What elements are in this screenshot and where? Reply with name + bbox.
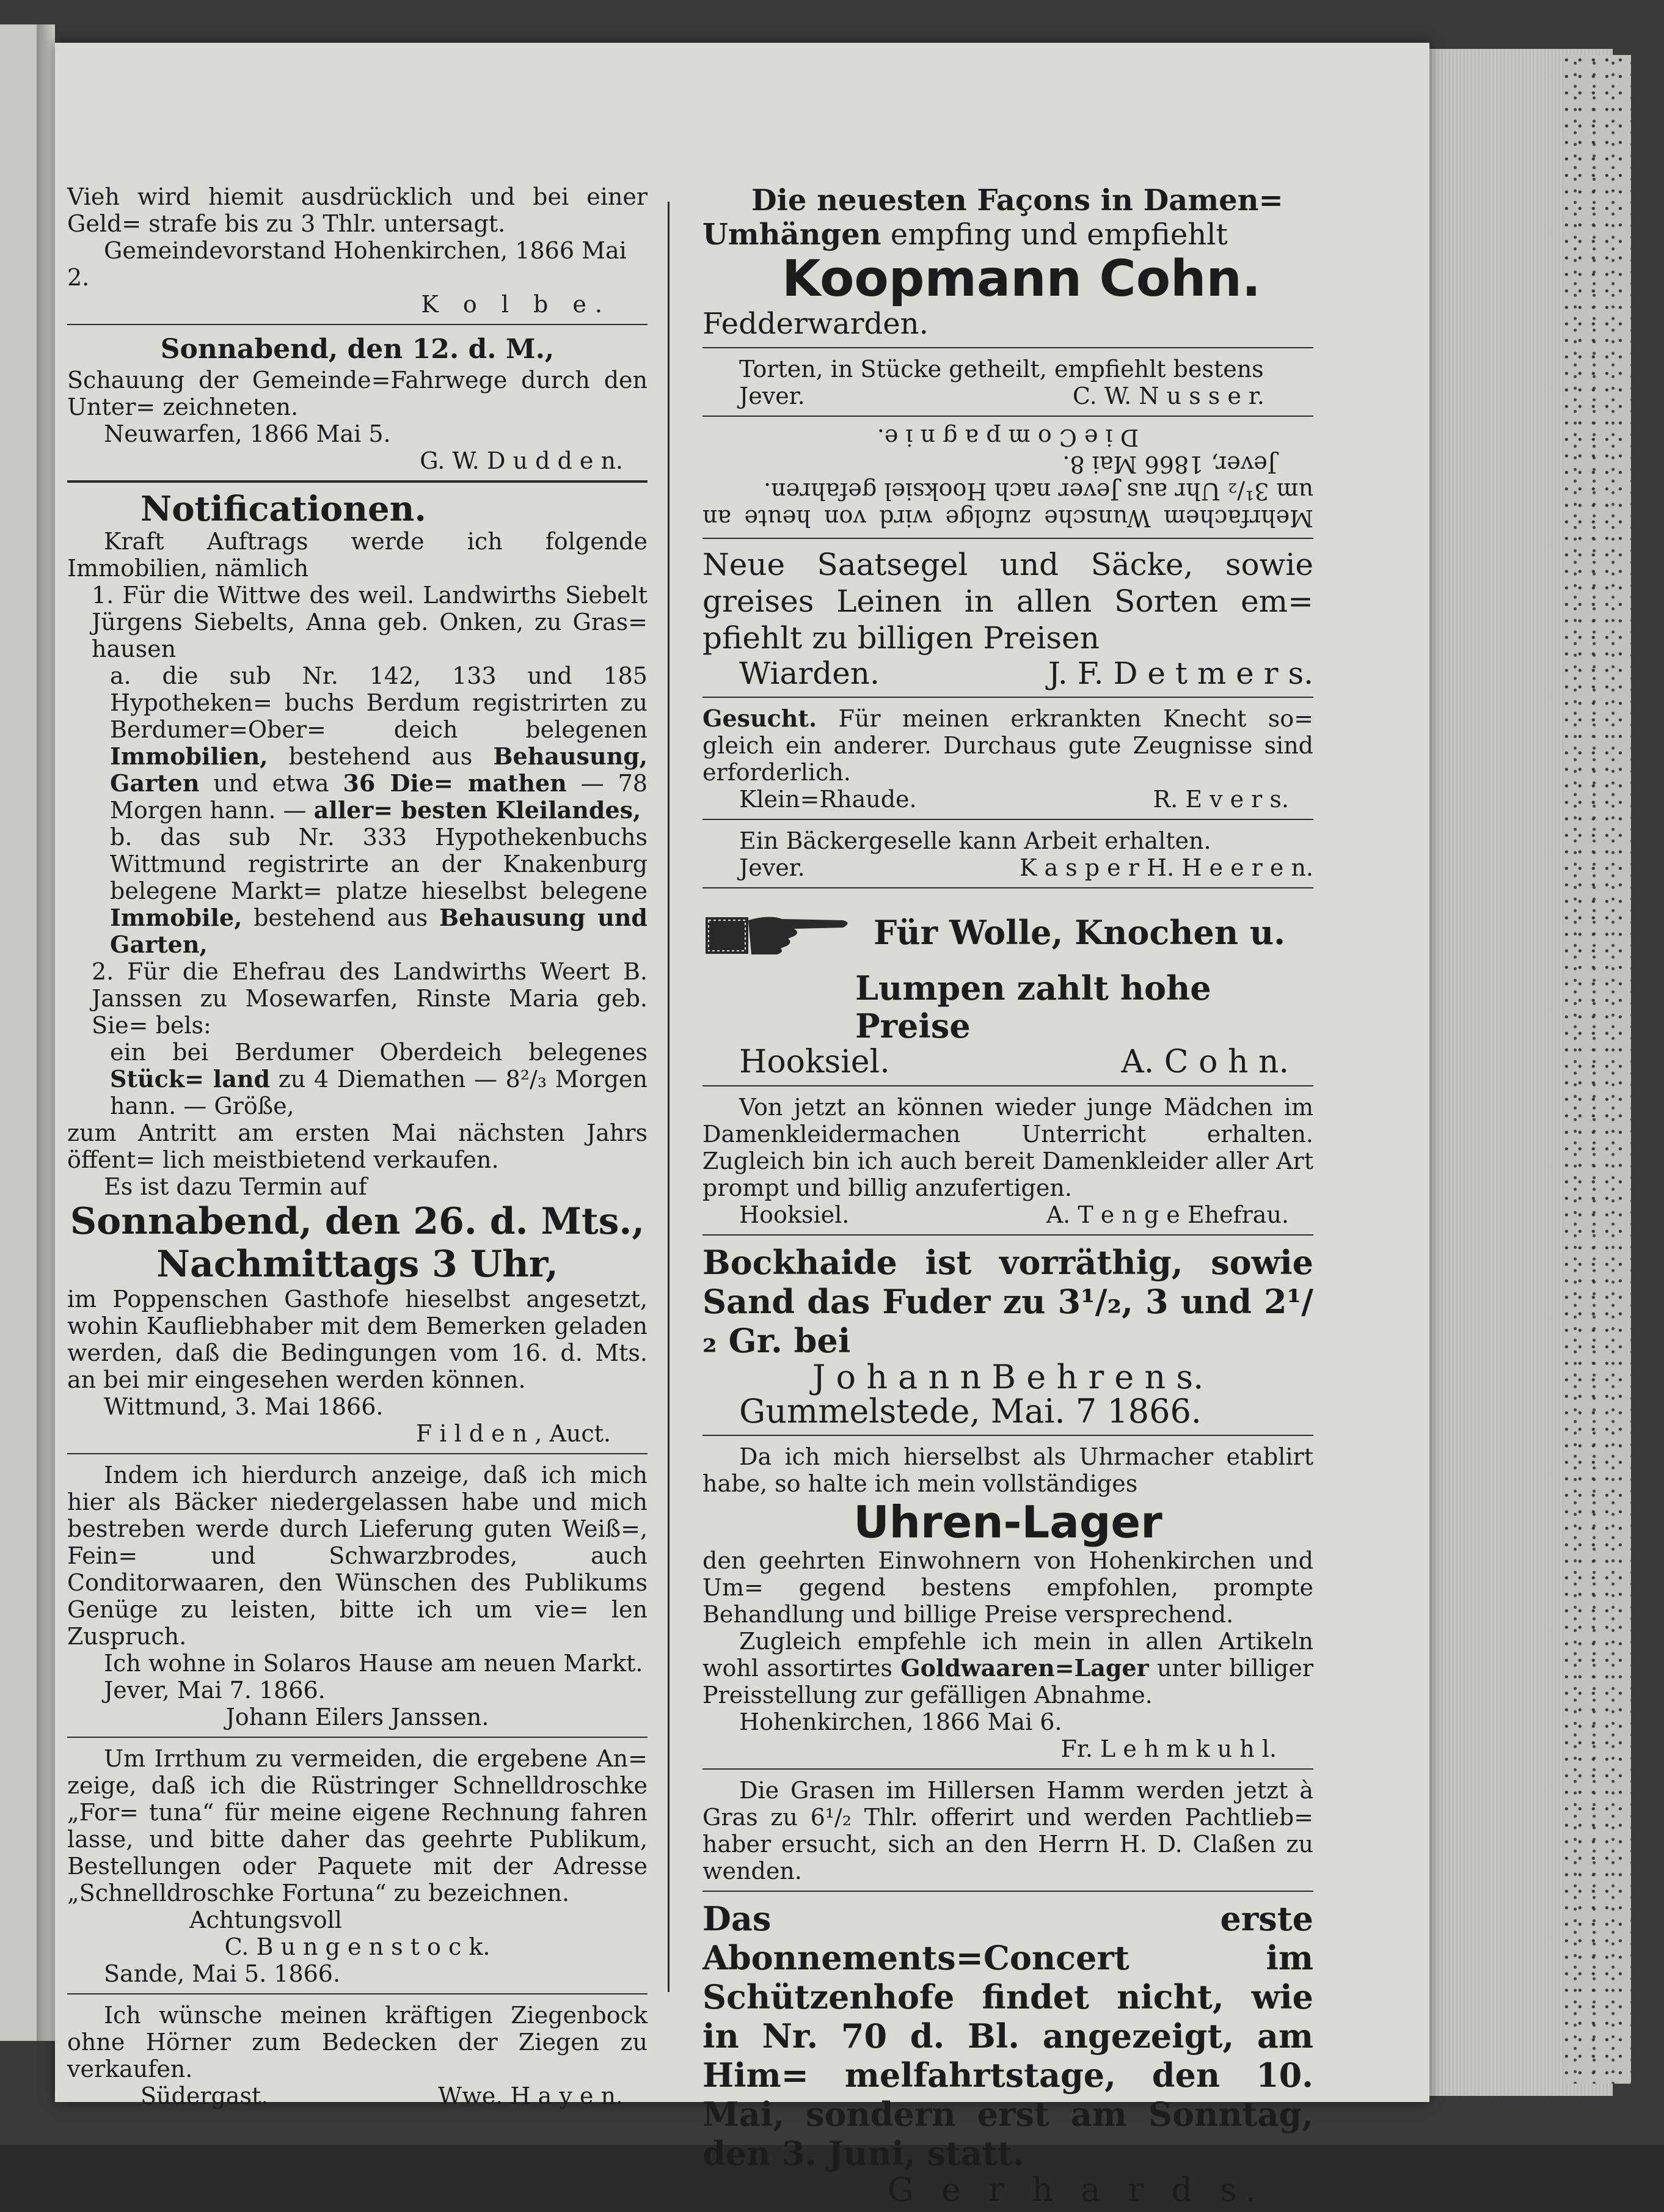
notice-schauung [67, 332, 648, 474]
left-page-edge [0, 24, 37, 2041]
fortuna-signer: C. B u n g e n s t o c k. [224, 1933, 491, 1960]
wolle-place: Hooksiel. [739, 1044, 890, 1080]
notice-place: Neuwarfen, 1866 Mai 5. [104, 420, 391, 447]
book-cover-edge [1564, 55, 1631, 2084]
divider [702, 1891, 1313, 1892]
notif-item-2a [67, 1039, 648, 1119]
notice-text: Schauung der Gemeinde=Fahrwege durch den Unter= zeichneten. [67, 367, 648, 420]
notif-text: zu 4 Diemathen — 8²/₃ Morgen hann. — Größe, [110, 1066, 648, 1119]
divider [67, 480, 648, 483]
grasen-text: Die Grasen im Hillersen Hamm werden jetzt à Gras zu 6¹/₂ Thlr. offerirt und werden Pachtlieb= haber ersucht, sich an den Herrn H. D. Claßen zu wenden. [702, 1777, 1313, 1884]
divider [67, 1453, 648, 1454]
divider [702, 1085, 1313, 1086]
koopmann-place: Fedderwarden. [702, 307, 929, 341]
torten-place: Jever. [739, 383, 805, 409]
divider [702, 416, 1313, 417]
divider [67, 1993, 648, 1994]
baecker-text-2: Ich wohne in Solaros Hause am neuen Markt. [104, 1650, 643, 1677]
notif-bold: aller= besten Kleilandes, [313, 796, 641, 824]
ad-grasen [702, 1777, 1313, 1884]
notif-text: bestehend aus [268, 743, 473, 770]
ad-compagnie-upside-down [702, 424, 1313, 532]
uhren-place: Hohenkirchen, 1866 Mai 6. [739, 1708, 1062, 1735]
column-divider [668, 202, 670, 1992]
ad-bockhaide [702, 1243, 1313, 1429]
uhren-bold: Goldwaaren=Lager [900, 1654, 1149, 1682]
notice-baecker [67, 1462, 648, 1730]
compagnie-text: Mehrfachem Wunsche zufolge wird von heute an um 3¹/₂ Uhr aus Jever nach Hooksiel gefahren. [702, 478, 1313, 532]
ziegenbock-text: Ich wünsche meinen kräftigen Ziegenbock ohne Hörner zum Bedecken der Ziegen zu verkaufen. [67, 2002, 648, 2082]
notif-item-1: 1. Für die Wittwe des weil. Landwirths Siebelt Jürgens Siebelts, Anna geb. Onken, zu Gras= hausen [92, 582, 648, 662]
koopmann-rest: empfing und empfiehlt [881, 218, 1228, 252]
fortuna-place: Sande, Mai 5. 1866. [104, 1960, 341, 1987]
notif-bold: 36 Die= mathen [343, 769, 567, 797]
maedchen-place: Hooksiel. [739, 1201, 850, 1228]
section-title: Notificationen. [140, 489, 426, 529]
koopmann-bold: Umhängen [702, 218, 881, 252]
maedchen-text: Von jetzt an können wieder junge Mädchen im Damenkleidermachen Unterricht erhalten. Zugleich bin ich auch bereit Damenkleider aller Art prompt und billig anzufertigen. [702, 1094, 1313, 1201]
notif-item-1a [67, 662, 648, 824]
compagnie-date: Jever, 1866 Mai 8. [1062, 451, 1277, 478]
ziegenbock-footer [67, 2082, 648, 2109]
right-column [702, 183, 1313, 2212]
concert-text: Das erste Abonnements=Concert im Schützenhofe findet nicht, wie in Nr. 70 d. Bl. angezeigt, am Him= melfahrtstage, den 10. Mai, sondern erst am Sonntag, den 3. Juni, statt. [702, 1899, 1313, 2173]
notif-bold: Stück= land [110, 1065, 271, 1093]
divider [702, 1435, 1313, 1436]
notificationen [67, 490, 648, 1447]
uhren-text: unter billiger Preisstellung zur gefälligen Abnahme. [702, 1655, 1313, 1708]
geselle-place: Jever. [739, 854, 805, 881]
gesucht-place: Klein=Rhaude. [739, 786, 917, 813]
notice-vieh [67, 183, 648, 318]
ad-baeckergeselle [702, 827, 1313, 881]
koopmann-name: Koopmann Cohn. [782, 250, 1261, 308]
notice-signer: K o l b e. [421, 291, 611, 318]
fortuna-greeting: Achtungsvoll [189, 1906, 342, 1933]
notif-text: und etwa [199, 770, 343, 797]
saatsegel-place: Wiarden. [739, 656, 880, 691]
divider [702, 697, 1313, 698]
divider [702, 887, 1313, 888]
uhren-text: Zugleich empfehle ich mein in allen Artikeln wohl assortirtes [702, 1628, 1313, 1682]
ad-concert [702, 1899, 1313, 2207]
notif-bold: Immobilien, [110, 742, 268, 770]
wolle-signer: A. C o h n. [1121, 1044, 1289, 1080]
geselle-text: Ein Bäckergeselle kann Arbeit erhalten. [739, 827, 1211, 854]
ad-koopmann [702, 183, 1313, 341]
compagnie-signer: D i e C o m p a g n i e. [877, 424, 1139, 451]
ad-wolle [702, 896, 1313, 1079]
ad-saatsegel [702, 546, 1313, 690]
ziegenbock-signer: Wwe. H a y e n. [438, 2082, 623, 2109]
ziegenbock-place: Südergast. [140, 2082, 269, 2109]
notif-text: bestehend aus [242, 904, 439, 931]
koopmann-line-1: Die neuesten Façons in Damen= [751, 183, 1283, 218]
geselle-footer [702, 854, 1313, 881]
ad-maedchen [702, 1094, 1313, 1228]
notif-date-2: Nachmittags 3 Uhr, [156, 1243, 558, 1286]
notice-ziegenbock [67, 2002, 648, 2109]
notif-item-1b [67, 824, 648, 958]
torten-signer: C. W. N u s s e r. [1072, 383, 1264, 409]
divider [702, 347, 1313, 348]
book-gutter-shadow [37, 24, 55, 2041]
saatsegel-signer: J. F. D e t m e r s. [1048, 656, 1313, 691]
koopmann-line-2 [702, 218, 1313, 252]
notif-place: Wittmund, 3. Mai 1866. [104, 1393, 384, 1420]
divider [702, 1768, 1313, 1770]
notif-text: ein bei Berdumer Oberdeich belegenes [110, 1039, 648, 1066]
ad-torten [702, 356, 1313, 409]
torten-footer [702, 383, 1313, 409]
notif-antritt: zum Antritt am ersten Mai nächsten Jahrs öffent= lich meistbietend verkaufen. [67, 1119, 648, 1173]
maedchen-footer [702, 1201, 1313, 1228]
notice-heading: Sonnabend, den 12. d. M., [160, 334, 555, 365]
baecker-place: Jever, Mai 7. 1866. [104, 1677, 326, 1704]
gesucht-footer [702, 786, 1313, 813]
gesucht-body: Für meinen erkrankten Knecht so= gleich ein anderer. Durchaus gute Zeugnisse sind erforderlich. [702, 705, 1313, 786]
saatsegel-footer [702, 656, 1313, 690]
uhren-text: den geehrten Einwohnern von Hohenkirchen und Um= gegend bestens empfohlen, prompte Behandlung und billige Preise versprechend. [702, 1547, 1313, 1628]
wolle-row [702, 896, 1313, 969]
notif-bold: Immobile, [110, 904, 243, 931]
uhren-intro: Da ich mich hierselbst als Uhrmacher etablirt habe, so halte ich mein vollständiges [702, 1443, 1313, 1497]
notif-item-2: 2. Für die Ehefrau des Landwirths Weert B. Janssen zu Mosewarfen, Rinste Maria geb. Sie= bels: [92, 958, 648, 1039]
notice-fortuna [67, 1745, 648, 1987]
wolle-footer [702, 1045, 1313, 1079]
notif-text: b. das sub Nr. 333 Hypothekenbuchs Wittmund registrirte an der Knakenburg belegene Markt= platze hieselbst belegene [110, 824, 648, 904]
divider [67, 324, 648, 325]
notice-text: Vieh wird hiemit ausdrücklich und bei einer Geld= strafe bis zu 3 Thlr. untersagt. [67, 183, 648, 237]
ad-uhren [702, 1443, 1313, 1762]
gesucht-text [702, 705, 1313, 786]
notif-place-text: im Poppenschen Gasthofe hieselbst angesetzt, wohin Kaufliebhaber mit dem Bemerken geladen werden, daß die Bedingungen vom 16. d. Mts. an bei mir eingesehen werden können. [67, 1286, 648, 1393]
gesucht-label: Gesucht. [702, 705, 817, 732]
uhren-text-2 [702, 1628, 1313, 1708]
baecker-text: Indem ich hierdurch anzeige, daß ich mich hier als Bäcker niedergelassen habe und mich bestreben werde durch Lieferung guten Weiß=, Fein= und Schwarzbrodes, auch Conditorwaaren, den Wünschen des Publikums Genüge zu leisten, bitte ich um vie= len Zuspruch. [67, 1462, 648, 1650]
notif-bold: Behausung, Garten [110, 742, 648, 797]
gesucht-signer: R. E v e r s. [1153, 786, 1289, 813]
geselle-signer: K a s p e r H. H e e r e n. [1019, 854, 1313, 881]
wolle-line-1: Für Wolle, Knochen u. [874, 913, 1285, 952]
pointing-hand-icon [702, 896, 855, 969]
divider [702, 538, 1313, 539]
divider [67, 1737, 648, 1738]
notif-text: — 78 Morgen hann. — [110, 770, 648, 824]
baecker-signer: Johann Eilers Janssen. [225, 1704, 489, 1730]
bockhaide-text: Bockhaide ist vorräthig, sowie Sand das Fuder zu 3¹/₂, 3 und 2¹/₂ Gr. bei [702, 1243, 1313, 1360]
notice-signer: G. W. D u d d e n. [420, 447, 623, 474]
wolle-line-2: Lumpen zahlt hohe Preise [855, 969, 1211, 1046]
notif-signer: F i l d e n , Auct. [415, 1420, 611, 1447]
notif-intro: Kraft Auftrags werde ich folgende Immobilien, nämlich [67, 528, 648, 582]
fortuna-text: Um Irrthum zu vermeiden, die ergebene An= zeige, daß ich die Rüstringer Schnelldroschke „For= tuna“ für meine eigene Rechnung fahren lasse, und bitte daher das geehrte Publikum, Bestellungen oder Paquete mit der Adresse „Schnelldroschke Fortuna“ zu bezeichnen. [67, 1745, 648, 1906]
divider [702, 819, 1313, 820]
torten-text: Torten, in Stücke getheilt, empfiehlt bestens [739, 356, 1264, 383]
uhren-title: Uhren-Lager [853, 1496, 1162, 1548]
maedchen-signer: A. T e n g e Ehefrau. [1046, 1201, 1289, 1228]
left-column [67, 183, 648, 2114]
notif-termin: Es ist dazu Termin auf [104, 1173, 367, 1200]
concert-signer: G e r h a r d s. [887, 2170, 1264, 2209]
notif-date-1: Sonnabend, den 26. d. Mts., [70, 1200, 645, 1243]
saatsegel-text: Neue Saatsegel und Säcke, sowie greises Leinen in allen Sorten em= pfiehlt zu billigen Preisen [702, 547, 1313, 656]
bockhaide-place: Gummelstede, Mai. 7 1866. [739, 1392, 1202, 1430]
ad-gesucht [702, 705, 1313, 813]
divider [702, 1234, 1313, 1236]
uhren-signer: Fr. L e h m k u h l. [1060, 1735, 1277, 1762]
notice-place: Gemeindevorstand Hohenkirchen, 1866 Mai 2. [67, 237, 627, 291]
notif-text: a. die sub Nr. 142, 133 und 185 Hypotheken= buchs Berdum registrirten zu Berdumer=Ober= deich belegenen [110, 662, 648, 743]
notif-bold: Behausung und Garten, [110, 904, 648, 958]
bockhaide-name: J o h a n n B e h r e n s. [812, 1358, 1204, 1396]
